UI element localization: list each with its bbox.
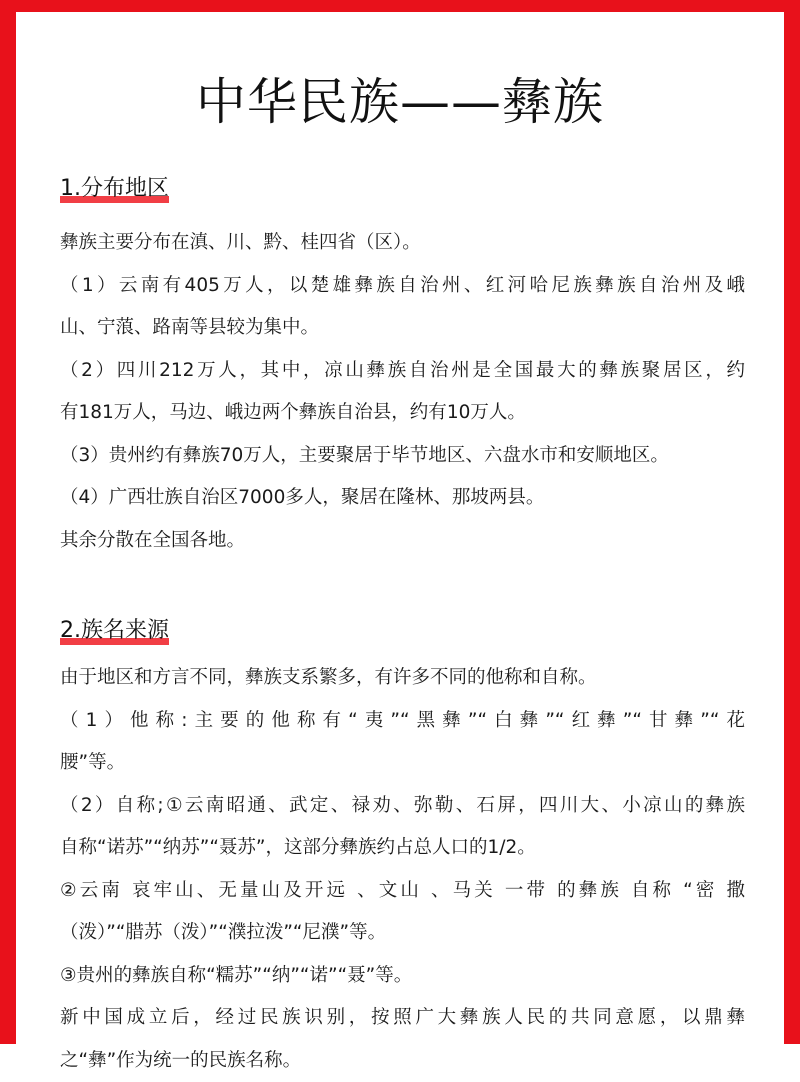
text-line: （3）贵州约有彝族70万人，主要聚居于毕节地区、六盘水市和安顺地区。 (60, 435, 745, 478)
text-line: （2）四川212万人，其中，凉山彝族自治州是全国最大的彝族聚居区，约 (60, 350, 745, 393)
text-line: ②云南 哀牢山、无量山及开远 、文山 、马关 一带 的彝族 自称 “密 撒 (60, 870, 745, 913)
section-heading-text: 1.分布地区 (60, 176, 169, 201)
text-line: （4）广西壮族自治区7000多人，聚居在隆林、那坡两县。 (60, 477, 745, 520)
section-body-name-origin (60, 657, 745, 1082)
text-line: （1）他称:主要的他称有“夷”“黑彝”“白彝”“红彝”“甘彝”“花 (60, 700, 745, 743)
text-line: （2）自称;①云南昭通、武定、禄劝、弥勒、石屏，四川大、小凉山的彝族 (60, 785, 745, 828)
section-heading-text: 2.族名来源 (60, 618, 169, 643)
text-line: （1）云南有405万人，以楚雄彝族自治州、红河哈尼族彝族自治州及峨 (60, 265, 745, 308)
text-line: 之“彝”作为统一的民族名称。 (60, 1040, 745, 1082)
text-line: 自称“诺苏”“纳苏”“聂苏”，这部分彝族约占总人口的1/2。 (60, 827, 745, 870)
text-line: 彝族主要分布在滇、川、黔、桂四省（区）。 (60, 222, 745, 265)
text-line: 腰”等。 (60, 742, 745, 785)
section-heading-name-origin (60, 616, 169, 646)
text-line: 山、宁蒗、路南等县较为集中。 (60, 307, 745, 350)
text-line: 有181万人，马边、峨边两个彝族自治县，约有10万人。 (60, 392, 745, 435)
text-line: 新中国成立后，经过民族识别，按照广大彝族人民的共同意愿，以鼎彝 (60, 997, 745, 1040)
text-line: （泼）”“腊苏（泼）”“濮拉泼”“尼濮”等。 (60, 912, 745, 955)
section-heading-distribution (60, 174, 169, 204)
section-body-distribution (60, 222, 745, 562)
text-line: 其余分散在全国各地。 (60, 520, 745, 563)
text-line: 由于地区和方言不同，彝族支系繁多，有许多不同的他称和自称。 (60, 657, 745, 700)
page-title: 中华民族——彝族 (0, 70, 800, 134)
text-line: ③贵州的彝族自称“糯苏”“纳”“诺”“聂”等。 (60, 955, 745, 998)
